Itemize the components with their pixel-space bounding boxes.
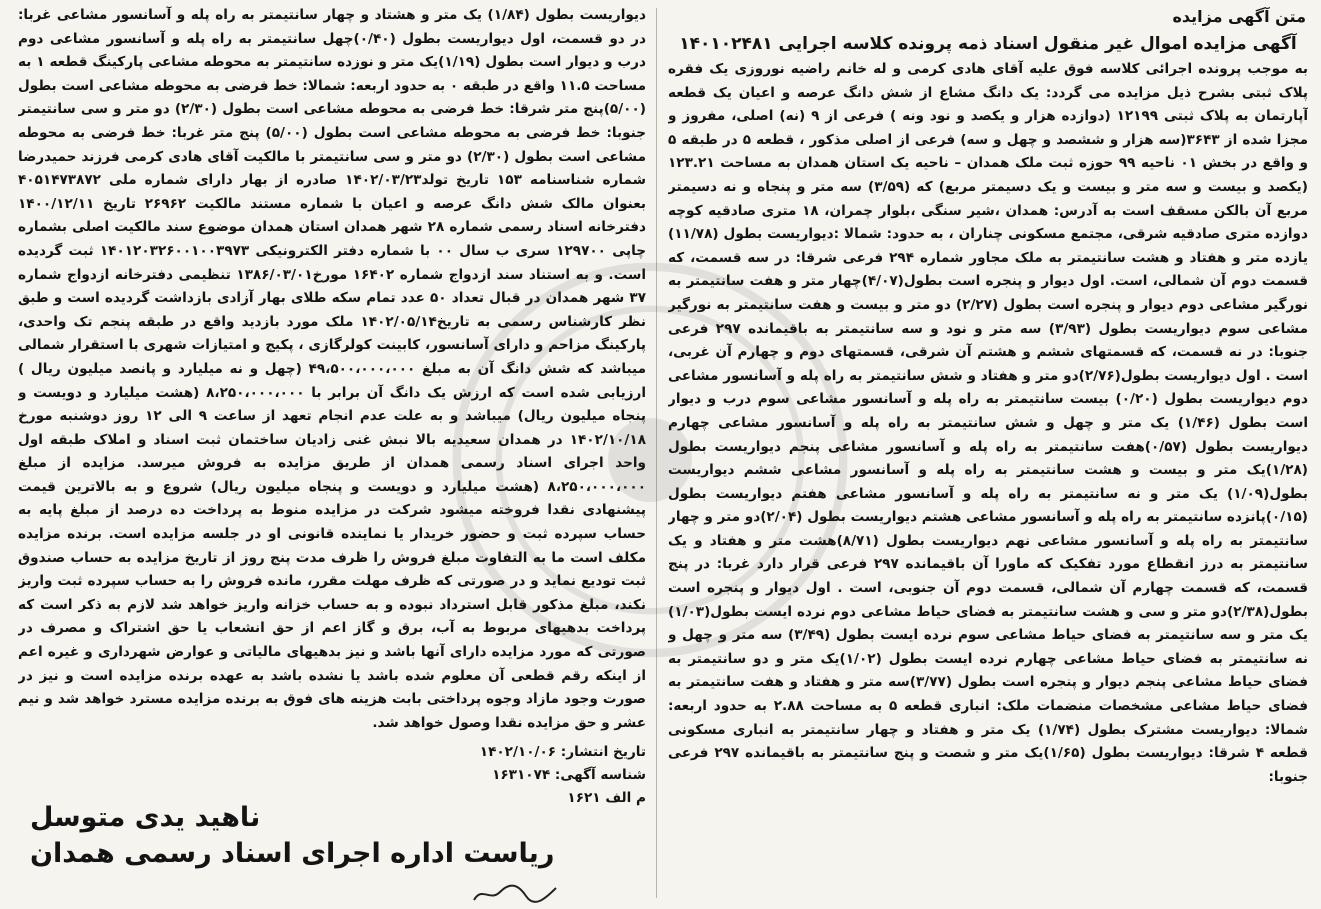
notice-subheading: آگهی مزایده اموال غیر منقول اسناد ذمه پرونده کلاسه اجرایی ۱۴۰۱۰۲۴۸۱ (679, 34, 1297, 54)
notice-body-left: دیواریست بطول (۱/۸۴) یک متر و هشتاد و چهار سانتیمتر به راه پله و آسانسور مشاعی غربا: در دو قسمت، اول دیواریست بطول (۰/۴۰)چهل سانتیمتر به راه پله و آسانسور مشاعی دوم درب و دیوار است بطول (۱/۱۹)یک متر و نوزده سانتیمتر به محوطه مشاعی پارکینگ قطعه ۱ به مساحت ۱۱.۵ واقع در طبقه ۰ به حدود اربعه: شمالا: خط فرضی به محوطه مشاعی است بطول (۵/۰۰)پنج متر شرقا: خط فرضی به محوطه مشاعی است بطول (۲/۳۰) دو متر و سی سانتیمتر جنوبا: خط فرضی به محوطه مشاعی است بطول (۵/۰۰) پنج متر غربا: خط فرضی به محوطه مشاعی است بطول (۲/۳۰) دو متر و سی سانتیمتر با مالکیت آقای هادی کرمی فرزند حمیدرضا شماره شناسنامه ۱۵۳ تاریخ تولد۱۴۰۲/۰۳/۲۳ صادره از بهار دارای شماره ملی ۴۰۵۱۴۷۳۸۷۲ بعنوان مالک شش دانگ عرصه و اعیان با شماره مستند مالکیت ۲۶۹۶۲ تاریخ ۱۴۰۰/۱۲/۱۱ دفترخانه اسناد رسمی شماره ۲۸ شهر همدان استان همدان موضوع سند مالکیت اصلی بشماره چاپی ۱۲۹۷۰۰ سری ب سال ۰۰ با شماره دفتر الکترونیکی ۱۴۰۱۲۰۳۲۶۰۰۱۰۰۳۹۷۳ ثبت گردیده است. و به استناد سند ازدواج شماره ۱۶۴۰۲ مورخ۱۳۸۶/۰۳/۰۱ تنظیمی دفترخانه ازدواج شماره ۳۷ شهر همدان در قبال تعداد ۵۰ عدد تمام سکه طلای بهار آزادی بازداشت گردیده است و طبق نظر کارشناس رسمی به تاریخ۱۴۰۲/۰۵/۱۴ ملک مورد بازدید واقع در طبقه پنجم تک واحدی، پارکینگ مزاحم و دارای آسانسور، کابینت کولرگازی ، پکیج و امتیازات شهری با استقرار شمالی میباشد که شش دانگ آن به مبلغ ۴۹،۵۰۰،۰۰۰،۰۰۰ (چهل و نه میلیارد و پانصد میلیون ریال ) ارزیابی شده است که ارزش یک دانگ آن برابر با ۸،۲۵۰،۰۰۰،۰۰۰ (هشت میلیارد و دویست و پنجاه میلیون ریال) میباشد و به علت عدم انجام تعهد از ساعت ۹ الی ۱۲ روز دوشنبه مورخ ۱۴۰۲/۱۰/۱۸ در همدان سعیدیه بالا نبش غنی زادیان ساختمان ثبت اسناد و املاک طبقه اول واحد اجرای اسناد رسمی همدان از طریق مزایده به فروش میرسد. مزایده از مبلغ ۸،۲۵۰،۰۰۰،۰۰۰ (هشت میلیارد و دویست و پنجاه میلیون ریال) شروع و به بالاترین قیمت پیشنهادی نقدا فروخته میشود شرکت در مزایده منوط به پرداخت ده درصد از مبلغ پایه به حساب سپرده ثبت و حضور خریدار یا نماینده قانونی او در جلسه مزایده است. برنده مزایده مکلف است ما به التفاوت مبلغ فروش را ظرف مدت پنج روز از تاریخ مزایده به حساب صندوق ثبت تودیع نماید و در صورتی که ظرف مهلت مقرر، مانده فروش را به حساب سپرده ثبت واریز نکند، مبلغ مذکور قابل استرداد نبوده و به حساب خزانه واریز خواهد شد لازم به ذکر است که پرداخت بدهیهای مربوط به آب، برق و گاز اعم از حق انشعاب یا حق اشتراک و مصرف در صورتی که مورد مزایده دارای آنها باشد و نیز بدهیهای مالیاتی و عوارض شهرداری و غیره اعم از اینکه رقم قطعی آن معلوم شده باشد یا نشده باشد به عهده برنده مزایده است و نیز در صورت وجود مازاد وجوه پرداختی بابت هزینه های فوق به برنده مزایده مسترد خواهد شد و نیم عشر و حق مزایده نقدا وصول خواهد شد. (18, 7, 646, 731)
publish-date: تاریخ انتشار: ۱۴۰۲/۱۰/۰۶ (479, 744, 646, 761)
notice-heading: متن آگهی مزایده (1172, 7, 1306, 26)
signature-block (30, 800, 630, 872)
notice-code: م الف ۱۶۲۱ (567, 790, 646, 807)
notice-left-column (18, 4, 646, 904)
handwritten-signature-mark (470, 880, 560, 906)
column-divider (656, 8, 657, 898)
notice-right-column (668, 4, 1308, 904)
notice-id: شناسه آگهی: ۱۶۳۱۰۷۴ (492, 767, 646, 784)
notice-body-right: به موجب پرونده اجرائی کلاسه فوق علیه آقای هادی کرمی و له خانم راضیه نوروزی یک فقره پلاک ثبتی بشرح ذیل مزایده می گردد: یک دانگ مشاع از شش دانگ عرصه و اعیان یک قطعه آپارتمان به پلاک ثبتی ۱۲۱۹۹ (دوازده هزار و یکصد و نود ونه ) فرعی از ۹ (نه) اصلی، مفروز و مجزا شده از ۳۶۴۳(سه هزار و ششصد و چهل و سه) فرعی از اصلی مذکور ، قطعه ۵ در طبقه ۵ و واقع در بخش ۰۱ ناحیه ۹۹ حوزه ثبت ملک همدان – ناحیه یک استان همدان به مساحت ۱۲۳.۲۱ (یکصد و بیست و سه متر و بیست و یک دسیمتر مربع) که (۳/۵۹) سه متر و پنجاه و نه دسیمتر مربع آن بالکن مسقف است به آدرس: همدان ،شیر سنگی ،بلوار چمران، ۱۸ متری صادقیه کوچه دوازده متری صادقیه شرقی، مجتمع مسکونی چناران ، به حدود: شمالا :دیواریست بطول (۱۱/۷۸) یازده متر و هفتاد و هشت سانتیمتر به ملک مجاور شماره ۲۹۴ فرعی شرقا: در سه قسمت، که قسمت دوم آن شمالی، است. اول دیوار و پنجره است بطول(۴/۰۷)چهار متر و هفت سانتیمتر به نورگیر مشاعی دوم دیوار و پنجره است بطول (۲/۲۷) دو متر و بیست و هفت سانتیمتر به نورگیر مشاعی سوم دیواریست بطول (۳/۹۳) سه متر و نود و سه سانتیمتر به باقیمانده ۲۹۷ فرعی جنوبا: در نه قسمت، که قسمتهای ششم و هشتم آن شرقی، قسمتهای دوم و چهارم آن غربی، است . اول دیواریست بطول(۲/۷۶)دو متر و هفتاد و شش سانتیمتر به راه پله و آسانسور مشاعی دوم دیواریست بطول (۰/۲۰) بیست سانتیمتر به راه پله و آسانسور مشاعی سوم درب و دیوار است بطول (۱/۴۶) یک متر و چهل و شش سانتیمتر به راه پله و آسانسور مشاعی چهارم دیواریست بطول (۰/۵۷)هفت سانتیمتر به راه پله و آسانسور مشاعی پنجم دیواریست بطول (۱/۲۸)یک متر و بیست و هشت سانتیمتر به راه پله و آسانسور مشاعی ششم دیواریست بطول(۱/۰۹) یک متر و نه سانتیمتر به راه پله و آسانسور مشاعی هفتم دیواریست بطول (۰/۱۵)پانزده سانتیمتر به راه پله و آسانسور مشاعی هشتم دیواریست بطول (۲/۰۴)دو متر و چهار سانتیمتر به راه پله و آسانسور مشاعی نهم دیواریست بطول (۸/۷۱)هشت متر و هفتاد و یک سانتیمتر به درز انقطاع مورد تفکیک که ماورا آن باقیمانده ۲۹۷ فرعی قرار دارد غربا: در پنج قسمت، که قسمت چهارم آن شمالی، قسمت دوم آن جنوبی، است . اول دیوار و پنجره است بطول(۲/۳۸)دو متر و سی و هشت سانتیمتر به فضای حیاط مشاعی دوم نرده ایست بطول(۱/۰۳) یک متر و سه سانتیمتر به فضای حیاط مشاعی سوم نرده ایست بطول (۳/۴۹) سه متر و چهل و نه سانتیمتر به فضای حیاط مشاعی چهارم نرده ایست بطول (۱/۰۲)یک متر و دو سانتیمتر به فضای حیاط مشاعی پنجم دیوار و پنجره است بطول (۳/۷۷)سه متر و هفتاد و هفت سانتیمتر به فضای حیاط مشاعی مشخصات منضمات ملک: انباری قطعه ۵ به مساحت ۲.۸۸ به حدود اربعه: شمالا: دیواریست مشترک بطول (۱/۷۴) یک متر و هفتاد و چهار سانتیمتر به انباری مسکونی قطعه ۴ شرقا: دیواریست بطول (۱/۶۵)یک متر و شصت و پنج سانتیمتر به باقیمانده ۲۹۷ فرعی جنوبا: (668, 61, 1308, 785)
signer-name: ناهید یدی متوسل (30, 802, 261, 833)
signer-title: ریاست اداره اجرای اسناد رسمی همدان (30, 838, 555, 869)
